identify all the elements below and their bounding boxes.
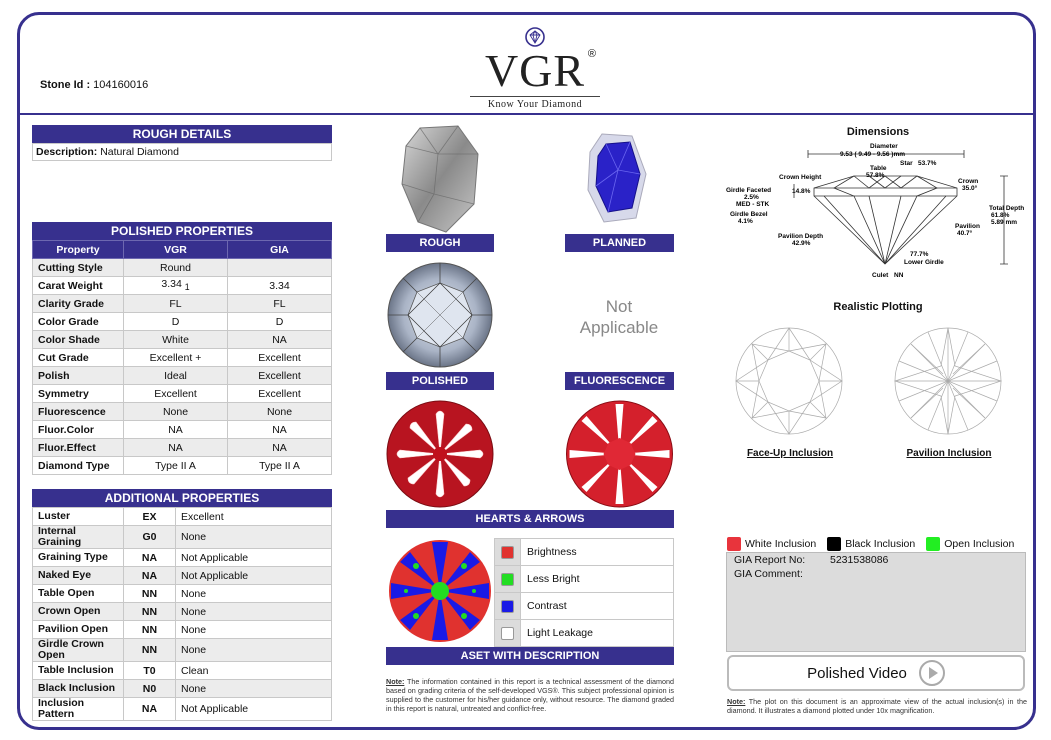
fluorescence-not-applicable [565, 296, 673, 338]
gia-report-row [727, 553, 1025, 567]
diameter-label: Diameter [870, 143, 898, 150]
aset-swatch-cell [495, 539, 521, 566]
polished-row [33, 313, 332, 331]
additional-row [33, 549, 332, 567]
play-icon [919, 660, 945, 686]
gia-value: None [228, 403, 332, 421]
property-name: Fluor.Effect [33, 439, 124, 457]
star-label: Star [900, 160, 913, 167]
realistic-plotting-title: Realistic Plotting [833, 301, 923, 313]
property-name: Clarity Grade [33, 295, 124, 313]
aset-swatch [501, 600, 514, 613]
crown-height-value: 14.8% [792, 188, 811, 195]
vgr-value [124, 439, 228, 457]
additional-property-code: NN [124, 585, 176, 603]
vgr-value [124, 367, 228, 385]
plot-note-label: Note: [727, 697, 746, 706]
additional-property-code: NA [124, 549, 176, 567]
additional-property-name: Graining Type [33, 549, 124, 567]
gia-value: NA [228, 439, 332, 457]
additional-properties-title: ADDITIONAL PROPERTIES [32, 489, 332, 507]
polished-row [33, 385, 332, 403]
star-value: 53.7% [918, 160, 937, 167]
culet-value: NN [894, 272, 904, 279]
additional-row [33, 662, 332, 680]
additional-property-name: Girdle Crown Open [33, 639, 124, 662]
vgr-value [124, 331, 228, 349]
additional-row [33, 639, 332, 662]
gia-value: Type II A [228, 457, 332, 475]
aset-legend-row [495, 539, 674, 566]
note-label: Note: [386, 677, 405, 686]
vgr-value [124, 259, 228, 277]
gia-value: NA [228, 421, 332, 439]
polished-caption: POLISHED [386, 372, 494, 390]
additional-property-name: Crown Open [33, 603, 124, 621]
logo-wordmark: VGR [484, 45, 586, 96]
total-depth-pct: 61.8% [991, 212, 1010, 219]
additional-property-name: Luster [33, 508, 124, 526]
vgr-value-text: Ideal [164, 369, 187, 382]
vgr-value-text: White [162, 333, 189, 346]
additional-property-value: None [176, 680, 332, 698]
description-label: Description: [36, 146, 98, 158]
black-inclusion-label: Black Inclusion [845, 538, 916, 550]
additional-property-code: T0 [124, 662, 176, 680]
face-up-plot [734, 326, 844, 436]
polished-row [33, 439, 332, 457]
additional-property-name: Table Inclusion [33, 662, 124, 680]
table-label: Table [870, 165, 887, 172]
gia-value: Excellent [228, 367, 332, 385]
polished-diamond-image [386, 261, 494, 369]
property-name: Symmetry [33, 385, 124, 403]
disclaimer-note [386, 677, 674, 713]
vgr-value-text: Excellent [154, 387, 197, 400]
aset-swatch-cell [495, 620, 521, 647]
white-inclusion-swatch [727, 537, 741, 551]
additional-row [33, 526, 332, 549]
aset-swatch-cell [495, 593, 521, 620]
col-gia: GIA [228, 241, 332, 259]
vgr-value [124, 349, 228, 367]
not-applicable-line1: Not [605, 297, 633, 316]
vgr-value [124, 403, 228, 421]
dimensions-diagram [724, 140, 1029, 280]
gia-comment-row [727, 567, 1025, 581]
crown-angle-label: Crown [958, 178, 979, 185]
vgr-value-text: Type II A [155, 459, 196, 472]
vgr-value-text: NA [168, 441, 183, 454]
aset-legend-label: Less Bright [521, 566, 674, 593]
description-value: Natural Diamond [100, 146, 179, 158]
open-inclusion-label: Open Inclusion [944, 538, 1015, 550]
aset-caption: ASET WITH DESCRIPTION [386, 647, 674, 665]
stone-id [40, 79, 148, 91]
open-inclusion-swatch [926, 537, 940, 551]
stone-id-label: Stone Id : [40, 79, 91, 91]
lower-girdle-value: 77.7% [910, 251, 929, 258]
polished-video-label: Polished Video [807, 664, 907, 682]
gia-value: D [228, 313, 332, 331]
additional-property-code: NN [124, 621, 176, 639]
additional-property-value: Not Applicable [176, 698, 332, 721]
vgr-value-text: Round [160, 261, 191, 274]
aset-swatch [501, 627, 514, 640]
face-up-inclusion-label: Face-Up Inclusion [746, 448, 834, 459]
polished-row [33, 331, 332, 349]
vgr-value-text: NA [168, 423, 183, 436]
gia-value: FL [228, 295, 332, 313]
polished-row [33, 277, 332, 295]
pavilion-angle-label: Pavilion [955, 223, 980, 230]
plot-note-text: The plot on this document is an approximate view of the actual inclusion(s) in the diamond. It illustrates a diamond plotted under 10x magnification. [727, 697, 1028, 715]
vgr-logo [470, 26, 600, 110]
culet-label: Culet [872, 272, 889, 279]
legend-black-inclusion [827, 537, 915, 551]
aset-image [388, 538, 492, 644]
header-divider [20, 113, 1033, 115]
property-name: Color Shade [33, 331, 124, 349]
property-name: Cut Grade [33, 349, 124, 367]
additional-property-code: NN [124, 639, 176, 662]
polished-video-button[interactable] [727, 655, 1025, 691]
rough-details-title: ROUGH DETAILS [32, 125, 332, 143]
hearts-image [386, 400, 494, 508]
vgr-value-text: 3.34 [161, 278, 182, 291]
polished-row [33, 295, 332, 313]
polished-row [33, 259, 332, 277]
additional-property-code: NN [124, 603, 176, 621]
aset-legend-row [495, 593, 674, 620]
white-inclusion-label: White Inclusion [745, 538, 817, 550]
logo-registered: ® [587, 48, 596, 60]
vgr-value-text: Excellent + [149, 351, 202, 364]
additional-property-value: Not Applicable [176, 567, 332, 585]
planned-diamond-image [584, 130, 648, 226]
vgr-value [124, 421, 228, 439]
not-applicable-line2: Applicable [579, 318, 659, 337]
pavilion-inclusion-label: Pavilion Inclusion [906, 448, 992, 459]
total-depth-mm: 5.89 mm [991, 219, 1018, 226]
diameter-value: 9.53 ( 9.49 - 9.56 )mm [840, 151, 906, 158]
additional-property-value: None [176, 585, 332, 603]
polished-row [33, 349, 332, 367]
hearts-arrows-caption: HEARTS & ARROWS [386, 510, 674, 528]
additional-properties-table [32, 507, 332, 721]
additional-property-value: None [176, 621, 332, 639]
vgr-value [124, 277, 228, 295]
aset-swatch [501, 573, 514, 586]
rough-diamond-image [398, 124, 482, 234]
property-name: Diamond Type [33, 457, 124, 475]
additional-row [33, 603, 332, 621]
gia-report-value: 5231538086 [830, 554, 889, 566]
additional-property-value: None [176, 639, 332, 662]
rough-details-section [32, 125, 332, 161]
girdle-thickness: MED - STK [736, 201, 770, 208]
total-depth-label: Total Depth [989, 205, 1025, 212]
additional-property-name: Pavilion Open [33, 621, 124, 639]
aset-legend-table [494, 538, 674, 647]
legend-white-inclusion [727, 537, 816, 551]
table-value: 57.8% [866, 172, 885, 179]
pavilion-depth-value: 42.9% [792, 240, 811, 247]
legend-open-inclusion [926, 537, 1014, 551]
additional-property-name: Inclusion Pattern [33, 698, 124, 721]
additional-property-value: None [176, 526, 332, 549]
property-name: Fluor.Color [33, 421, 124, 439]
girdle-faceted-value: 2.5% [744, 194, 759, 201]
col-vgr: VGR [124, 241, 228, 259]
rough-description [32, 143, 332, 161]
lower-girdle-label: Lower Girdle [904, 259, 944, 266]
polished-properties-title: POLISHED PROPERTIES [32, 222, 332, 240]
additional-property-value: None [176, 603, 332, 621]
additional-property-code: G0 [124, 526, 176, 549]
vgr-subscript: 1 [184, 282, 190, 293]
property-name: Polish [33, 367, 124, 385]
dimensions-title: Dimensions [846, 126, 910, 138]
property-name: Fluorescence [33, 403, 124, 421]
crown-angle-value: 35.0° [962, 185, 978, 192]
aset-legend-label: Brightness [521, 539, 674, 566]
polished-properties-section [32, 222, 332, 475]
aset-legend-row [495, 566, 674, 593]
gia-comment-label: GIA Comment: [734, 568, 803, 580]
vgr-value [124, 313, 228, 331]
stone-id-value: 104160016 [93, 79, 149, 91]
polished-row [33, 457, 332, 475]
vgr-value-text: FL [169, 297, 182, 310]
vgr-value [124, 295, 228, 313]
col-property: Property [33, 241, 124, 259]
pavilion-angle-value: 40.7° [957, 230, 973, 237]
additional-property-name: Naked Eye [33, 567, 124, 585]
gia-value: Excellent [228, 349, 332, 367]
aset-legend-label: Light Leakage [521, 620, 674, 647]
additional-property-name: Black Inclusion [33, 680, 124, 698]
additional-property-code: EX [124, 508, 176, 526]
arrows-image [565, 400, 674, 508]
polished-header-row [33, 241, 332, 259]
inclusion-legend [727, 537, 1027, 551]
logo-tagline: Know Your Diamond [470, 96, 600, 110]
aset-legend-row [495, 620, 674, 647]
vgr-value-text: None [162, 405, 189, 418]
polished-row [33, 367, 332, 385]
aset-legend-label: Contrast [521, 593, 674, 620]
additional-row [33, 508, 332, 526]
black-inclusion-swatch [827, 537, 841, 551]
gia-value: NA [228, 331, 332, 349]
aset-swatch-cell [495, 566, 521, 593]
gia-report-label: GIA Report No: [734, 554, 806, 566]
additional-property-code: N0 [124, 680, 176, 698]
gia-value: 3.34 [228, 277, 332, 295]
additional-row [33, 621, 332, 639]
additional-property-code: NA [124, 567, 176, 585]
vgr-value-text: D [171, 315, 180, 328]
vgr-value [124, 457, 228, 475]
additional-row [33, 585, 332, 603]
additional-property-code: NA [124, 698, 176, 721]
pavilion-depth-label: Pavilion Depth [778, 233, 824, 240]
additional-row [33, 698, 332, 721]
property-name: Carat Weight [33, 277, 124, 295]
additional-property-value: Excellent [176, 508, 332, 526]
plot-note [727, 697, 1027, 715]
polished-row [33, 403, 332, 421]
additional-property-value: Clean [176, 662, 332, 680]
additional-row [33, 680, 332, 698]
additional-row [33, 567, 332, 585]
rough-caption: ROUGH [386, 234, 494, 252]
aset-swatch [501, 546, 514, 559]
property-name: Cutting Style [33, 259, 124, 277]
girdle-faceted-label: Girdle Faceted [726, 187, 772, 194]
additional-property-name: Internal Graining [33, 526, 124, 549]
polished-row [33, 421, 332, 439]
additional-properties-section [32, 489, 332, 721]
girdle-bezel-label: Girdle Bezel [730, 211, 768, 218]
additional-property-value: Not Applicable [176, 549, 332, 567]
pavilion-plot [893, 326, 1003, 436]
gia-value: Excellent [228, 385, 332, 403]
additional-property-name: Table Open [33, 585, 124, 603]
property-name: Color Grade [33, 313, 124, 331]
planned-caption: PLANNED [565, 234, 674, 252]
polished-properties-table [32, 240, 332, 475]
note-text: The information contained in this report is a technical assessment of the diamond based on grading criteria of the self-developed VGS®. This subject professional opinion is supplied to the customer for his/her guidance only, without resource. The diamond graded in this report is natural, untreated and conflict-free. [386, 677, 675, 713]
gia-value [228, 259, 332, 277]
girdle-bezel-value: 4.1% [738, 218, 753, 225]
gia-info-box [726, 552, 1026, 652]
fluorescence-caption: FLUORESCENCE [565, 372, 674, 390]
vgr-value [124, 385, 228, 403]
crown-height-label: Crown Height [779, 174, 822, 181]
